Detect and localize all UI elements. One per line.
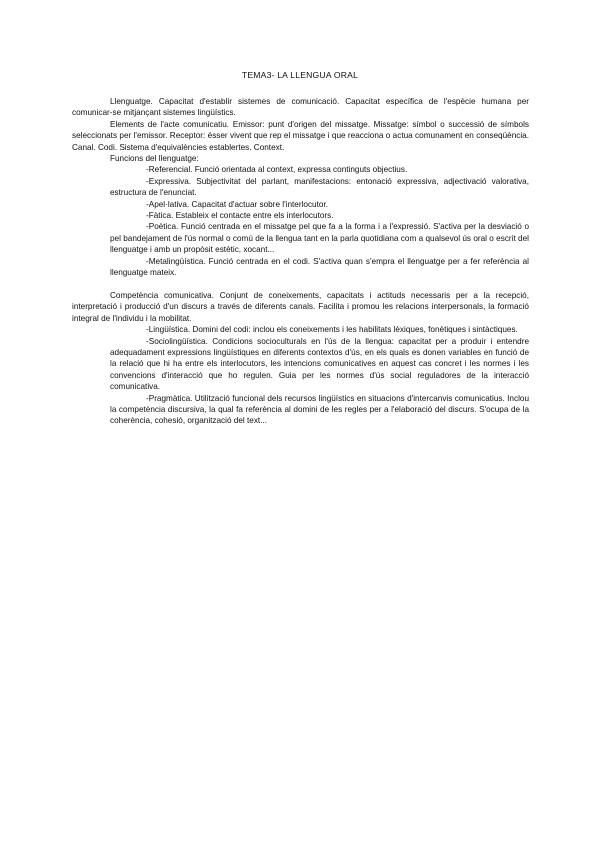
- funcio-expressiva: -Expressiva. Subjectivitat del parlant, manifestacions: entonació expressiva, adjectivació valorativa, estructura de l'enunciat.: [110, 176, 529, 198]
- paragraph-competencia: Competència comunicativa. Conjunt de coneixements, capacitats i actituds necessaris per a la recepció, interpretació i producció d'un discurs a través de diferents canals. Facilita i promou les relacions interpersonals, la formació integral de l'individu i la mobilitat.: [72, 290, 529, 323]
- funcio-referencial: -Referencial. Funció orientada al context, expressa continguts objectius.: [146, 165, 408, 175]
- funcio-fatica: -Fàtica. Estableix el contacte entre els interlocutors.: [146, 211, 334, 221]
- competencia-sociolinguistica: -Sociolingüística. Condicions socioculturals en l'ús de la llengua: capacitat per a produir i entendre adequadament expressions lingüístiques en diferents contextos d'ús, en els quals es donen variables en funció de la relació que hi ha entre els interlocutors, les intencions comunicatives en aquest cas concret i les normes i les convencions d'interacció que ho regulen. Guia per les normes d'ús social reguladores de la interacció comunicativa.: [110, 336, 529, 392]
- document-title: TEMA3- LA LLENGUA ORAL: [241, 70, 359, 80]
- funcio-poetica: -Poètica. Funció centrada en el missatge pel que fa a la forma i a l'expressió. S'activa per la desviació o pel bandejament de l'ús normal o comú de la llengua tant en la parla quotidiana com a qualsevol ús oral o escrit del llenguatge i amb un propòsit estètic, xocant...: [110, 222, 529, 255]
- competencia-pragmatica: -Pragmàtica. Utilització funcional dels recursos lingüístics en situacions d'intercanvis comunicatius. Inclou la competència discursiva, la qual fa referència al domini de les regles per a l'elaboració del discurs. S'ocupa de la coherència, cohesió, organització del text...: [110, 393, 529, 426]
- paragraph-elements: Elements de l'acte comunicatiu. Emissor: punt d'origen del missatge. Missatge: símbol o successió de símbols seleccionats per l'emissor. Receptor: ésser vivent que rep el missatge i que reacciona o actua comunament en conseqüència. Canal. Codi. Sistema d'equivalències establertes. Context.: [72, 119, 529, 152]
- document-body: [72, 96, 529, 427]
- funcio-apellativa: -Apel·lativa. Capacitat d'actuar sobre l'interlocutor.: [146, 199, 328, 209]
- funcio-metalinguistica: -Metalingüística. Funció centrada en el codi. S'activa quan s'empra el llenguatge per a fer referència al llenguatge mateix.: [110, 256, 529, 278]
- competencia-linguistica: -Lingüística. Domini del codi: inclou els coneixements i les habilitats lèxiques, fonètiques i sintàctiques.: [146, 325, 518, 335]
- funcions-heading: Funcions del llenguatge:: [110, 154, 199, 164]
- paragraph-llenguatge: Llenguatge. Capacitat d'establir sistemes de comunicació. Capacitat específica de l'espècie humana per comunicar-se mitjançant sistemes lingüístics.: [72, 97, 529, 118]
- paragraph-gap: [72, 279, 529, 290]
